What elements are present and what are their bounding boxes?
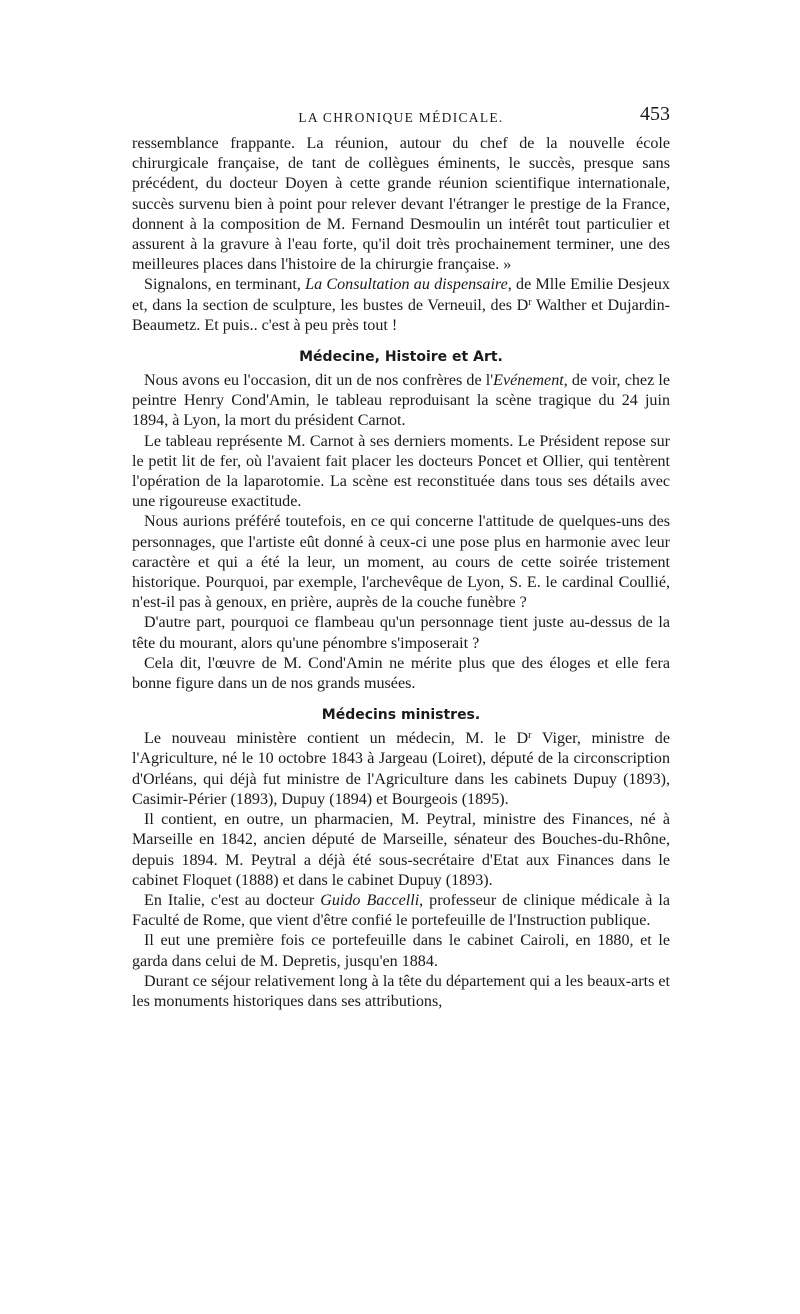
text-run: , de Mlle Emilie Desjeux et, dans la section de sculpture, les bustes de Verneuil, des D (132, 276, 670, 314)
text-run: Nous avons eu l'occasion, dit un de nos confrères de l' (144, 372, 494, 390)
paragraph-cela-dit: Cela dit, l'œuvre de M. Cond'Amin ne mérite plus que des éloges et elle fera bonne figure dans un de nos grands musées. (132, 654, 670, 693)
superscript: r (528, 296, 532, 308)
section-heading-medecine-histoire-art: Médecine, Histoire et Art. (299, 349, 503, 366)
paragraph-continued: ressemblance frappante. La réunion, autour du chef de la nouvelle école chirurgicale française, de tant de collègues éminents, le succès, presque sans précédent, du docteur Doyen à cette grande réunion scientifique internationale, succès survenu bien à point pour relever devant l'étranger le prestige de la France, donnent à la composition de M. Fernand Desmoulin un intérêt tout particulier et assurent à la gravure à l'eau forte, qu'il doit très prochainement terminer, une des meilleures places dans l'histoire de la chirurgie française. » (132, 135, 670, 274)
text-run: Viger, ministre de l'Agriculture, né le 10 octobre 1843 à Jargeau (Loiret), député de la circonscription d'Orléans, qui déjà fut ministre de l'Agriculture dans les cabinets Dupuy (1893), Casimir-Périer (1893), Dupuy (1894) et Bourgeois (1895). (132, 730, 670, 808)
text-run: , de voir, chez le peintre Henry Cond'Amin, le tableau reproduisant la scène tragique du 24 juin 1894, à Lyon, la mort du président Carnot. (132, 372, 670, 430)
text-run: , professeur de clinique médicale à la Faculté de Rome, que vient d'être confié le portefeuille de l'Instruction publique. (132, 891, 670, 930)
person-name: Guido Baccelli (320, 891, 420, 909)
paragraph-viger (132, 729, 670, 810)
book-page (132, 104, 670, 1012)
text-run: Signalons, en terminant, (144, 276, 306, 294)
artwork-title: La Consultation au dispensaire (305, 276, 508, 294)
text-run: Le nouveau ministère contient un médecin, M. le D (144, 730, 529, 748)
paragraph-cairoli: Il eut une première fois ce portefeuille dans le cabinet Cairoli, en 1880, et le garda dans celui de M. Depretis, jusqu'en 1884. (132, 932, 670, 970)
section-heading-medecins-ministres: Médecins ministres. (321, 707, 481, 724)
paragraph-flambeau: D'autre part, pourquoi ce flambeau qu'un personnage tient juste au-dessus de la tête du mourant, alors qu'une pénombre s'imposerait ? (132, 614, 670, 652)
newspaper-title: Evénement (493, 372, 564, 390)
page-header (132, 104, 670, 130)
running-title: LA CHRONIQUE MÉDICALE. (298, 110, 504, 125)
paragraph-peytral: Il contient, en outre, un pharmacien, M. Peytral, ministre des Finances, né à Marseille en 1842, ancien député de Marseille, sénateur des Bouches-du-Rhône, depuis 1894. M. Peytral a déjà été sous-secrétaire d'Etat aux Finances dans le cabinet Floquet (1888) et dans le cabinet Dupuy (1893). (132, 811, 670, 889)
paragraph-attitude: Nous aurions préféré toutefois, en ce qui concerne l'attitude de quelques-uns des personnages, que l'artiste eût donné à ceux-ci une pose plus en harmonie avec leur caractère et qui a été la leur, un moment, au cours de cette soirée tristement historique. Pourquoi, par exemple, l'archevêque de Lyon, S. E. le cardinal Coullié, n'est-il pas à genoux, en prière, auprès de la couche funèbre ? (132, 513, 670, 612)
paragraph-signalons (132, 275, 670, 336)
text-run: En Italie, c'est au docteur (144, 891, 321, 909)
text-run: Walther et Dujardin-Beaumetz. Et puis.. c'est à peu près tout ! (132, 296, 671, 334)
page-number: 453 (640, 103, 670, 125)
paragraph-durant: Durant ce séjour relativement long à la tête du département qui a les beaux-arts et les monuments historiques dans ses attributions, (132, 972, 670, 1010)
paragraph-baccelli (132, 891, 670, 931)
paragraph-tableau: Le tableau représente M. Carnot à ses derniers moments. Le Président repose sur le petit lit de fer, où l'avaient fait placer les docteurs Poncet et Ollier, qui tentèrent l'opération de la laparotomie. La scène est reconstituée dans tous ses détails avec une rigoureuse exactitude. (132, 432, 670, 511)
paragraph-evenement (132, 371, 670, 432)
superscript: r (528, 730, 532, 742)
